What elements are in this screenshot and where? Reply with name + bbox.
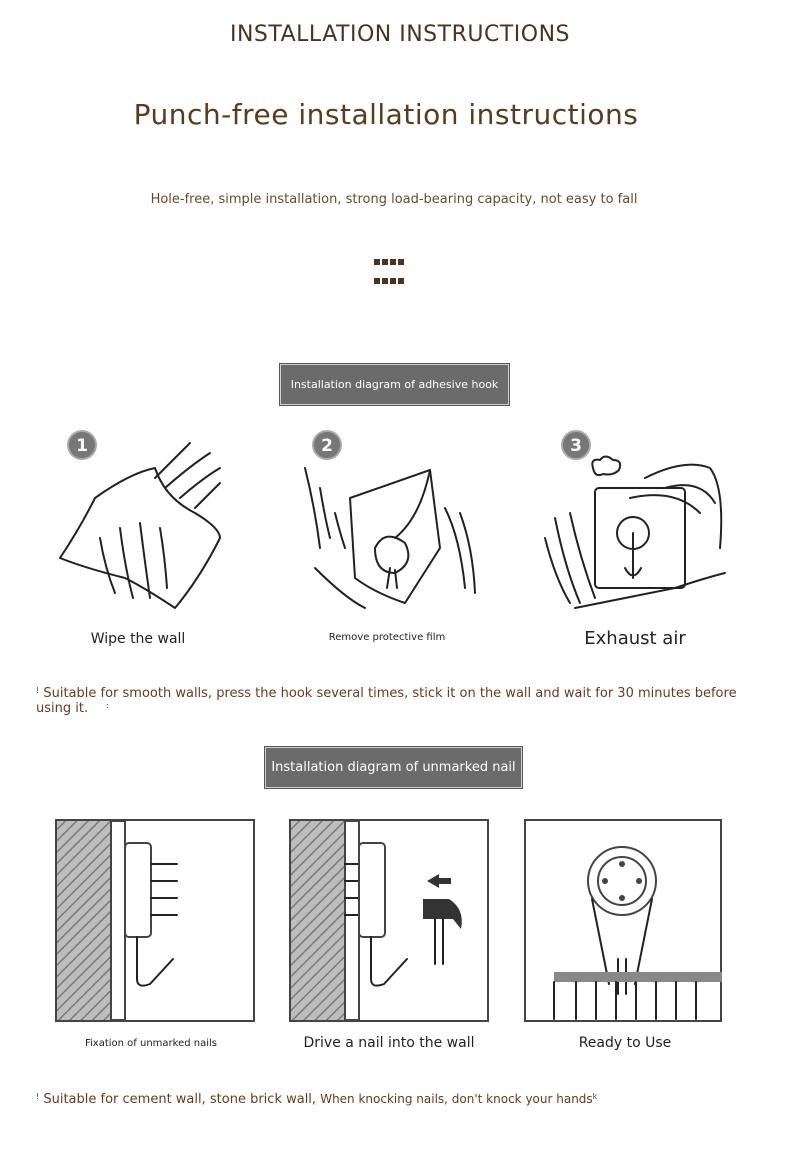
- main-title: Punch-free installation instructions: [133, 98, 639, 131]
- step-caption: Remove protective film: [328, 632, 446, 643]
- nail-step-caption: Drive a nail into the wall: [303, 1035, 475, 1051]
- drive-nail-illustration: [289, 819, 489, 1022]
- step-caption: Wipe the wall: [90, 631, 186, 647]
- nail-note: ! Suitable for cement wall, stone brick wall, When knocking nails, don't knock your hands$^k$: [36, 1092, 598, 1107]
- nail-section-label: Installation diagram of unmarked nail: [264, 746, 523, 789]
- remove-film-illustration: [295, 428, 480, 618]
- adhesive-note: ! Suitable for smooth walls, press the hook several times, stick it on the wall and wait for 30 minutes before using it. :: [36, 686, 737, 716]
- page-header-title: INSTALLATION INSTRUCTIONS: [229, 22, 570, 47]
- ready-to-use-illustration: [524, 819, 724, 1022]
- nail-step-caption: Fixation of unmarked nails: [84, 1038, 217, 1049]
- svg-text:2: 2: [321, 436, 333, 456]
- decorative-dots: [374, 253, 418, 291]
- exhaust-air-illustration: [535, 428, 730, 618]
- svg-text:3: 3: [570, 436, 582, 456]
- adhesive-section-label: Installation diagram of adhesive hook: [279, 363, 510, 406]
- svg-text:1: 1: [76, 436, 88, 456]
- nail-step-caption: Ready to Use: [578, 1035, 672, 1051]
- fixation-nails-illustration: [55, 819, 255, 1022]
- wipe-wall-illustration: [55, 428, 230, 618]
- step-caption: Exhaust air: [584, 628, 686, 649]
- subtitle: Hole-free, simple installation, strong load-bearing capacity, not easy to fall: [150, 192, 638, 207]
